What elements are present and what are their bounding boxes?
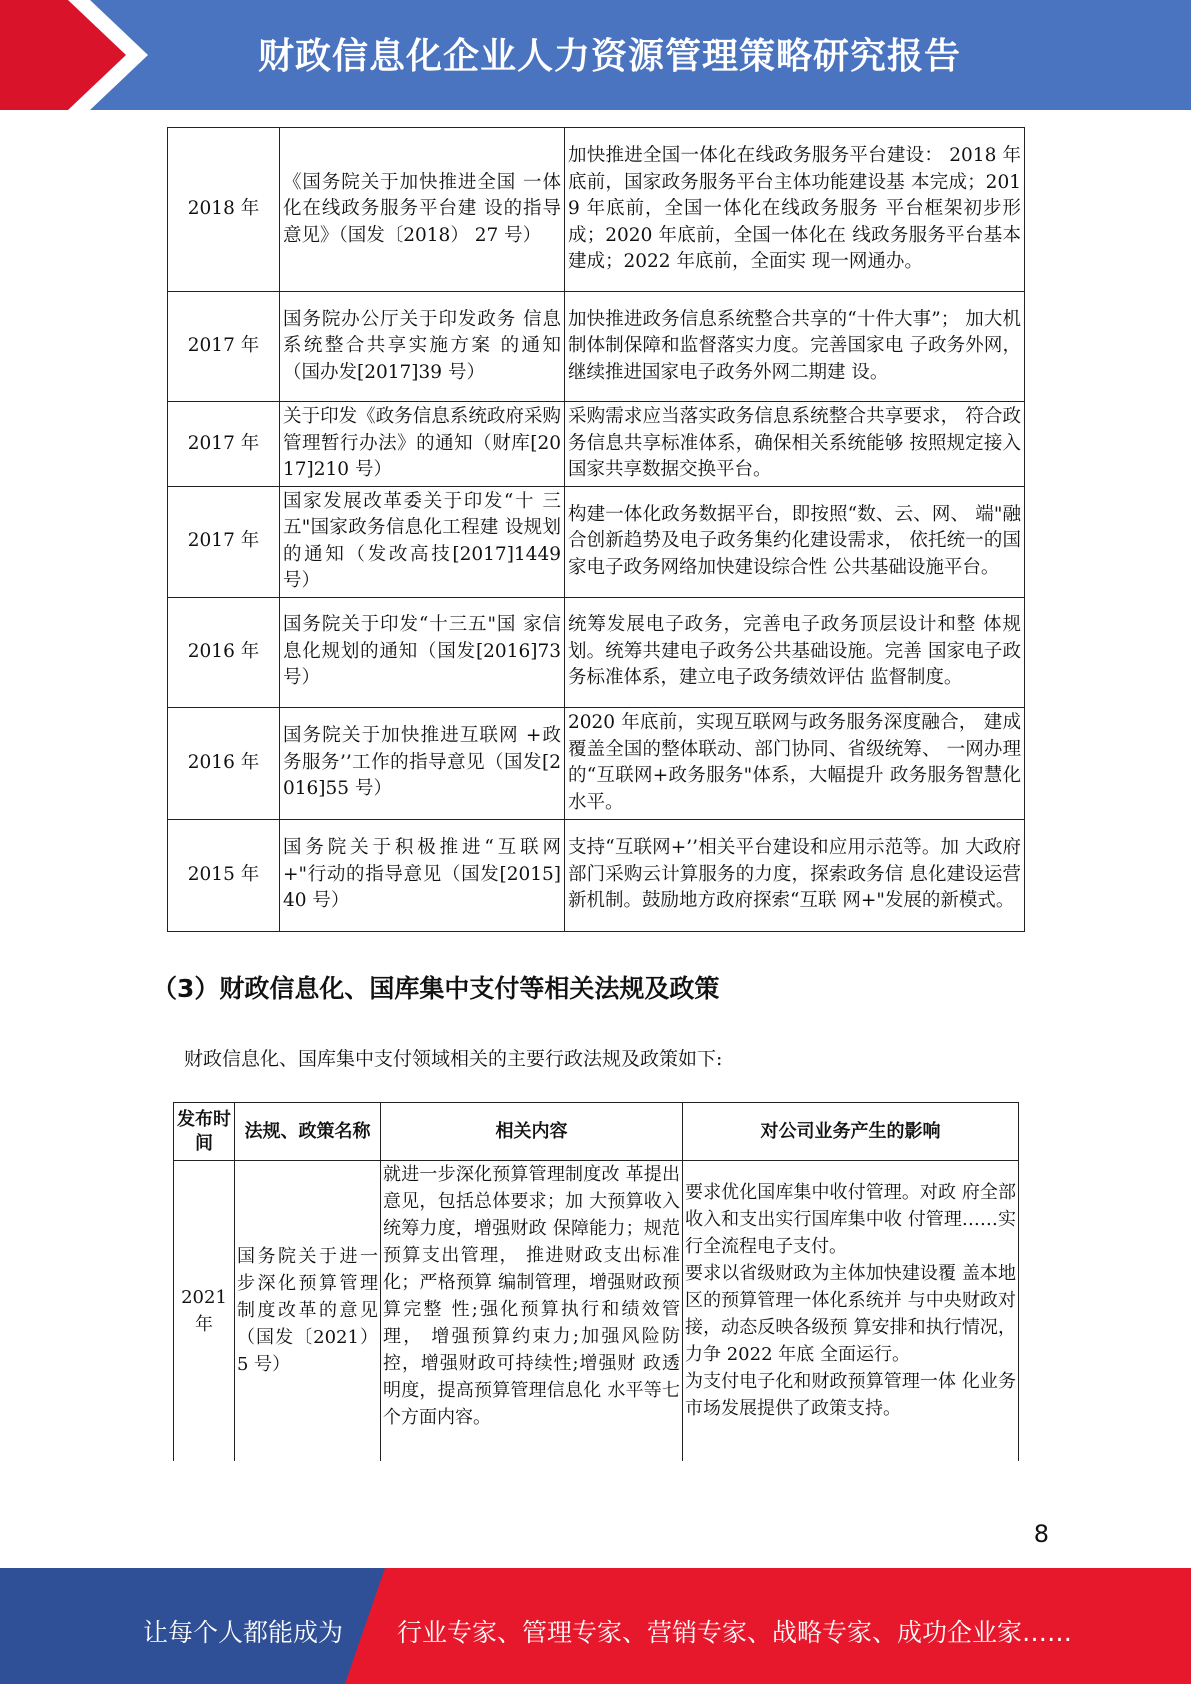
footer-slogan-left: 让每个人都能成为: [143, 1618, 344, 1647]
table-cell-content: 2020 年底前，实现互联网与政务服务深度融合， 建成覆盖全国的整体联动、部门协同、省级统筹、 一网办理的“互联网+政务服务"体系，大幅提升 政务服务智慧化水平。: [565, 707, 1025, 819]
table-cell-year: 2015 年: [168, 819, 280, 931]
table-cell-content: 加快推进全国一体化在线政务服务平台建设： 2018 年底前，国家政务服务平台主体功能建设基 本完成；2019 年底前，全国一体化在线政务服务 平台框架初步形成；2020 年底前，全国一体化在 线政务服务平台基本建成；2022 年底前，全面实 现一网通办。: [565, 128, 1025, 292]
section-intro: 财政信息化、国库集中支付领域相关的主要行政法规及政策如下:: [184, 1048, 723, 1070]
column-header-name: 法规、政策名称: [235, 1103, 381, 1161]
table-cell-name: 国务院关于进一步深化预算管理制度改革的意见（国发〔2021） 5 号）: [235, 1161, 381, 1461]
table-cell-name: 国务院关于印发“十三五"国 家信息化规划的通知（国发[2016]73 号）: [280, 597, 565, 707]
table-cell-content: 加快推进政务信息系统整合共享的“十件大事”； 加大机制体制保障和监督落实力度。完善国家电 子政务外网，继续推进国家电子政务外网二期建 设。: [565, 292, 1025, 402]
impact-paragraph: 要求优化国库集中收付管理。对政 府全部收入和支出实行国库集中收 付管理……实行全流程电子支付。: [685, 1182, 1016, 1257]
table-row: [168, 819, 1025, 931]
table-cell-year: 2017 年: [168, 402, 280, 487]
table-row: [168, 292, 1025, 402]
column-header-impact: 对公司业务产生的影响: [683, 1103, 1019, 1161]
table-row: [168, 707, 1025, 819]
policy-table-1: [167, 127, 1025, 932]
table-cell-content: 支持“互联网+’’相关平台建设和应用示范等。加 大政府部门采购云计算服务的力度，探索政务信 息化建设运营新机制。鼓励地方政府探索“互联 网+"发展的新模式。: [565, 819, 1025, 931]
table-cell-content: 采购需求应当落实政务信息系统整合共享要求， 符合政务信息共享标准体系，确保相关系统能够 按照规定接入国家共享数据交换平台。: [565, 402, 1025, 487]
table-row: [168, 402, 1025, 487]
policy-table-2: [173, 1102, 1019, 1461]
table-cell-name: 《国务院关于加快推进全国 一体化在线政务服务平台建 设的指导意见》（国发〔2018） 27 号）: [280, 128, 565, 292]
table-cell-year: 2016 年: [168, 597, 280, 707]
table-cell-name: 国家发展改革委关于印发“十 三五"国家政务信息化工程建 设规划的通知（发改高技[2017]1449 号）: [280, 486, 565, 597]
table-cell-year: 2016 年: [168, 707, 280, 819]
page-footer: [0, 1568, 1191, 1684]
page-number: 8: [1033, 1520, 1049, 1548]
table-row: [168, 128, 1025, 292]
table-cell-impact: [683, 1161, 1019, 1461]
column-header-content: 相关内容: [381, 1103, 683, 1161]
table-cell-name: 国务院关于加快推进互联网 +政务服务’’工作的指导意见（国发[2016]55 号）: [280, 707, 565, 819]
report-title: 财政信息化企业人力资源管理策略研究报告: [258, 36, 962, 77]
table-cell-content: 统筹发展电子政务，完善电子政务顶层设计和整 体规划。统筹共建电子政务公共基础设施。完善 国家电子政务标准体系，建立电子政务绩效评估 监督制度。: [565, 597, 1025, 707]
table-cell-name: 国务院办公厅关于印发政务 信息系统整合共享实施方案 的通知（国办发[2017]39 号）: [280, 292, 565, 402]
column-header-date: 发布时间: [174, 1103, 235, 1161]
table-cell-year: 2017 年: [168, 292, 280, 402]
table-row: [174, 1161, 1019, 1461]
table-cell-content: 就进一步深化预算管理制度改 革提出意见，包括总体要求；加 大预算收入统筹力度，增强财政 保障能力；规范预算支出管理， 推进财政支出标准化；严格预算 编制管理，增强财政预算完整 性;强化预算执行和绩效管理， 增强预算约束力;加强风险防 控，增强财政可持续性;增强财 政透明度，提高预算管理信息化 水平等七个方面内容。: [381, 1161, 683, 1461]
table-row: [168, 486, 1025, 597]
table-cell-content: 构建一体化政务数据平台，即按照“数、云、网、 端"融合创新趋势及电子政务集约化建设需求， 依托统一的国家电子政务网络加快建设综合性 公共基础设施平台。: [565, 486, 1025, 597]
table-row: [168, 597, 1025, 707]
page-header: [0, 0, 1191, 110]
table-cell-year: 2017 年: [168, 486, 280, 597]
impact-paragraph: 要求以省级财政为主体加快建设覆 盖本地区的预算管理一体化系统并 与中央财政对接，动态反映各级预 算安排和执行情况，力争 2022 年底 全面运行。: [685, 1263, 1016, 1365]
table-cell-name: 国务院关于积极推进“互联网 +"行动的指导意见（国发[2015]40 号）: [280, 819, 565, 931]
impact-paragraph: 为支付电子化和财政预算管理一体 化业务市场发展提供了政策支持。: [685, 1371, 1016, 1419]
table-header-row: [174, 1103, 1019, 1161]
table-cell-year: 2021 年: [174, 1161, 235, 1461]
section-heading: （3）财政信息化、国库集中支付等相关法规及政策: [152, 974, 720, 1003]
table-cell-name: 关于印发《政务信息系统政府采购管理暂行办法》的通知（财库[2017]210 号）: [280, 402, 565, 487]
table-cell-year: 2018 年: [168, 128, 280, 292]
footer-slogan-right: 行业专家、管理专家、营销专家、战略专家、成功企业家……: [397, 1618, 1073, 1647]
